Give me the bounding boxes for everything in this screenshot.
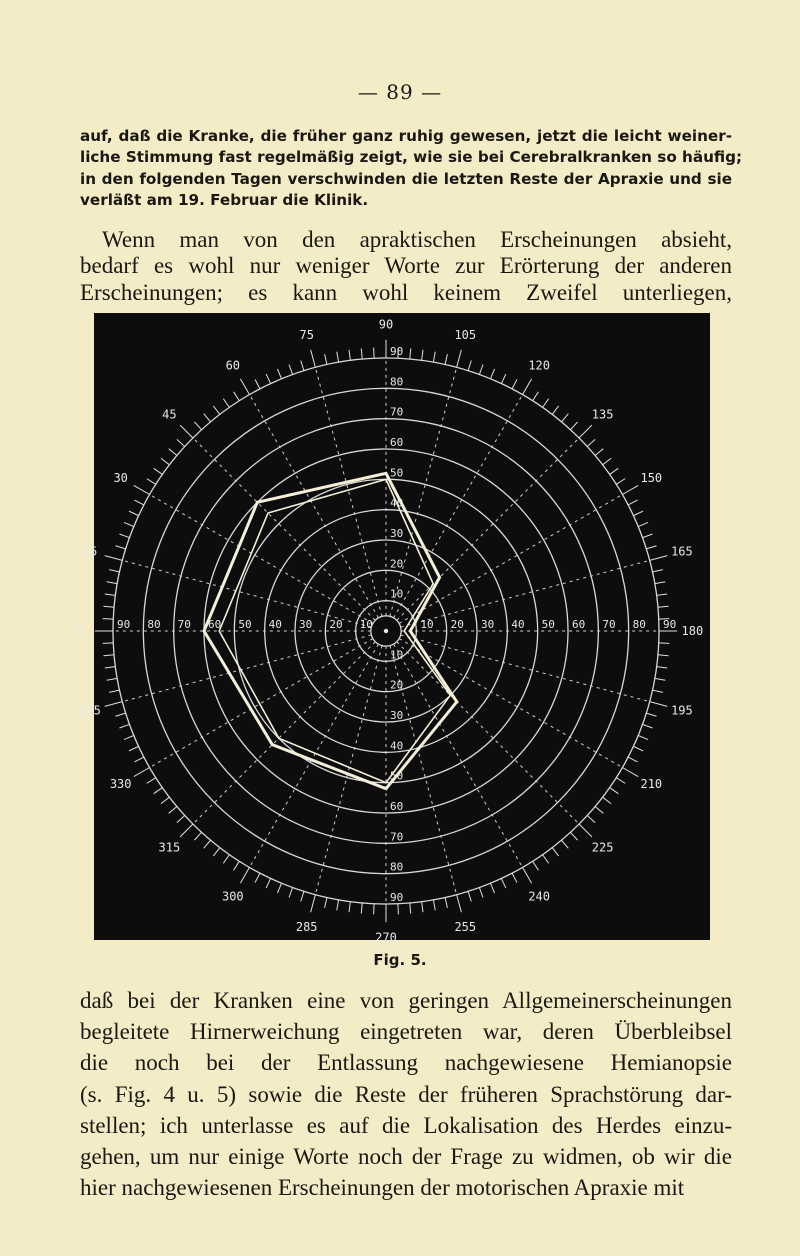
scale-tick <box>311 895 316 913</box>
meridian-line <box>397 438 579 620</box>
ring-label: 70 <box>390 405 404 419</box>
scale-tick <box>154 468 163 474</box>
scale-tick <box>646 546 656 549</box>
scale-tick <box>610 468 619 474</box>
ring-label: 50 <box>390 466 404 480</box>
scale-tick <box>543 855 549 864</box>
scale-tick <box>603 458 611 464</box>
scale-tick <box>533 392 539 401</box>
angle-label: 120 <box>528 358 551 373</box>
meridian-line <box>399 639 622 768</box>
ring-label: 30 <box>481 618 495 631</box>
scale-tick <box>658 655 669 656</box>
ring-label: 20 <box>329 618 343 631</box>
scale-tick <box>161 797 169 803</box>
ring-label: 90 <box>390 345 404 358</box>
ring-label: 70 <box>390 830 404 844</box>
scale-tick <box>325 354 327 364</box>
scale-tick <box>410 348 411 359</box>
ring-label: 40 <box>268 618 282 631</box>
text-line: stellen; ich unterlasse es auf die Lokalisation des Herdes einzu- <box>80 1112 732 1138</box>
visual-field-perimeter-chart <box>76 313 710 945</box>
angle-label: 45 <box>162 407 177 422</box>
ring-label: 60 <box>208 618 222 631</box>
scale-tick <box>234 392 240 401</box>
meridian-line <box>397 642 579 824</box>
scale-tick <box>650 556 668 561</box>
scale-tick <box>105 667 116 668</box>
scale-tick <box>587 439 595 446</box>
angle-label: 240 <box>528 889 551 904</box>
fixation-point <box>384 629 388 633</box>
text-line: Wenn man von den apraktischen Erscheinungen absieht, <box>102 227 732 252</box>
scale-tick <box>410 903 411 914</box>
text-line: Erscheinungen; es kann wohl keinem Zweifel unterliegen, <box>80 279 732 305</box>
ring-label: 40 <box>390 739 404 753</box>
ring-label: 20 <box>450 618 464 631</box>
ring-label: 80 <box>632 618 646 631</box>
scale-tick <box>105 594 116 595</box>
scale-tick <box>213 848 219 856</box>
scale-tick <box>579 425 592 438</box>
body-paragraph-1 <box>80 227 732 306</box>
scale-tick <box>633 746 643 750</box>
scale-tick <box>154 788 163 794</box>
scale-tick <box>255 873 260 882</box>
scale-tick <box>223 399 229 408</box>
scale-tick <box>646 713 656 716</box>
scale-tick <box>650 702 668 707</box>
scale-tick <box>147 479 156 485</box>
scale-tick <box>277 883 281 893</box>
scale-tick <box>134 768 150 777</box>
ring-label: 80 <box>147 618 161 631</box>
scale-tick <box>552 406 558 414</box>
text-line: in den folgenden Tagen verschwinden die letzten Reste der Apraxie und sie <box>80 169 732 188</box>
scale-tick <box>655 678 665 680</box>
scale-tick <box>119 724 129 728</box>
scale-tick <box>622 485 638 494</box>
scale-tick <box>107 678 117 680</box>
scale-tick <box>433 900 435 910</box>
ring-label: 60 <box>572 618 586 631</box>
text-line: verläßt am 19. Februar die Klinik. <box>80 191 369 210</box>
scale-tick <box>311 350 316 368</box>
scale-tick <box>213 406 219 414</box>
angle-label: 180 <box>681 624 704 638</box>
angle-label: 135 <box>591 407 614 422</box>
scale-tick <box>177 815 185 822</box>
meridian-line <box>193 642 375 824</box>
scale-tick <box>180 425 193 438</box>
scale-tick <box>490 883 494 893</box>
meridian-line <box>399 495 622 624</box>
scale-tick <box>194 832 201 840</box>
ring-label: 10 <box>359 618 373 631</box>
ring-label: 90 <box>390 891 404 904</box>
scale-tick <box>289 888 293 898</box>
scale-tick <box>512 873 517 882</box>
scale-tick <box>234 861 240 870</box>
scale-tick <box>628 757 637 762</box>
scale-tick <box>116 546 126 549</box>
angle-label: 75 <box>299 328 314 343</box>
meridian-line <box>394 395 523 618</box>
scale-tick <box>301 891 304 901</box>
scale-tick <box>468 891 471 901</box>
angle-label: 300 <box>221 889 244 904</box>
ring-label: 20 <box>390 678 404 692</box>
scale-tick <box>119 534 129 538</box>
scale-tick <box>289 364 293 374</box>
scale-tick <box>457 895 462 913</box>
scale-tick <box>301 361 304 371</box>
angle-label: 210 <box>640 777 663 792</box>
scale-tick <box>204 414 211 422</box>
angle-label: 15 <box>82 544 98 559</box>
scale-tick <box>653 570 663 572</box>
scale-tick <box>523 379 532 395</box>
scale-tick <box>337 352 339 362</box>
ring-label: 10 <box>390 648 404 662</box>
scale-tick <box>610 788 619 794</box>
scale-tick <box>603 797 611 803</box>
text-line: gehen, um nur einige Worte noch der Frage zu widmen, ob wir die <box>80 1144 732 1170</box>
scale-tick <box>266 374 270 384</box>
scale-tick <box>134 485 150 494</box>
scale-tick <box>266 878 270 888</box>
scale-tick <box>658 606 669 607</box>
text-line: (s. Fig. 4 u. 5) sowie die Reste der früheren Sprachstörung dar- <box>80 1081 732 1107</box>
scale-tick <box>422 902 423 913</box>
ring-label: 30 <box>390 527 404 540</box>
scale-tick <box>657 594 668 595</box>
angle-label: 225 <box>591 840 614 855</box>
ring-label: 70 <box>177 618 191 631</box>
scale-tick <box>349 902 350 913</box>
scale-tick <box>109 570 119 572</box>
scale-tick <box>512 379 517 388</box>
text-line: die noch bei der Entlassung nachgewiesene Hemianopsie <box>80 1050 732 1076</box>
angle-label: 60 <box>225 358 241 373</box>
meridian-line <box>150 495 373 624</box>
scale-tick <box>361 348 362 359</box>
ring-label: 40 <box>511 618 525 631</box>
scale-tick <box>633 511 643 515</box>
scale-tick <box>240 867 249 883</box>
scale-tick <box>109 690 119 692</box>
scale-tick <box>124 522 134 526</box>
text-line: daß bei der Kranken eine von geringen Allgemeinerscheinungen <box>80 988 732 1013</box>
angle-label: 105 <box>454 328 477 343</box>
scale-tick <box>543 399 549 408</box>
ring-label: 50 <box>541 618 555 631</box>
meridian-line <box>250 644 379 867</box>
text-line: auf, daß die Kranke, die früher ganz ruhig gewesen, jetzt die leicht weiner- <box>80 127 732 145</box>
angle-label: 270 <box>375 930 397 945</box>
text-line: begleitete Hirnerweichung eingetreten war, deren Überbleibsel <box>80 1019 732 1045</box>
scale-tick <box>533 861 539 870</box>
angle-label: 255 <box>454 919 477 934</box>
scale-tick <box>107 582 117 584</box>
ring-label: 60 <box>390 800 404 813</box>
perimeter-svg <box>76 313 710 945</box>
angle-label: 315 <box>158 840 181 855</box>
angle-label: 0 <box>76 624 84 638</box>
scale-tick <box>643 534 653 538</box>
scale-tick <box>277 369 281 379</box>
scale-tick <box>445 898 447 908</box>
ring-label: 70 <box>602 618 616 631</box>
ring-label: 80 <box>390 375 404 389</box>
scale-tick <box>169 806 177 813</box>
angle-label: 165 <box>671 544 693 559</box>
scale-tick <box>240 379 249 395</box>
scale-tick <box>628 500 637 505</box>
scale-tick <box>523 867 532 883</box>
scale-tick <box>124 735 134 739</box>
scale-tick <box>129 746 139 750</box>
scale-tick <box>595 806 603 813</box>
ring-label: 80 <box>390 860 404 874</box>
angle-label: 345 <box>79 703 101 718</box>
figure-caption: Fig. 5. <box>373 951 427 969</box>
scale-tick <box>561 840 568 848</box>
scale-tick <box>180 824 193 837</box>
scale-tick <box>653 690 663 692</box>
scale-tick <box>445 354 447 364</box>
scale-tick <box>616 479 625 485</box>
ring-label: 40 <box>390 496 404 510</box>
scale-tick <box>105 702 123 707</box>
scale-tick <box>223 855 229 864</box>
scale-tick <box>616 778 625 784</box>
ring-label: 90 <box>663 618 677 631</box>
scale-tick <box>134 757 143 762</box>
scale-tick <box>552 848 558 856</box>
page-number: — 89 — <box>357 80 443 104</box>
scale-tick <box>643 724 653 728</box>
scale-tick <box>570 422 577 430</box>
scale-tick <box>468 361 471 371</box>
scale-tick <box>433 352 435 362</box>
scale-tick <box>169 449 177 456</box>
scale-tick <box>655 582 665 584</box>
angle-label: 90 <box>378 317 394 332</box>
text-line: hier nachgewiesenen Erscheinungen der motorischen Apraxie mit <box>80 1175 685 1201</box>
scale-tick <box>638 522 648 526</box>
scale-tick <box>579 824 592 837</box>
angle-label: 30 <box>113 470 128 485</box>
text-line: bedarf es wohl nur weniger Worte zur Erörterung der anderen <box>80 253 732 279</box>
scale-tick <box>134 500 143 505</box>
scale-tick <box>479 888 483 898</box>
scale-tick <box>337 900 339 910</box>
ring-label: 10 <box>390 587 404 601</box>
scale-tick <box>638 735 648 739</box>
scale-tick <box>479 364 483 374</box>
scale-tick <box>422 350 423 361</box>
ring-label: 50 <box>238 618 252 631</box>
ring-label: 20 <box>390 557 404 571</box>
meridian-line <box>250 395 379 618</box>
ring-label: 30 <box>299 618 313 631</box>
scale-tick <box>361 903 362 914</box>
meridian-line <box>150 639 373 768</box>
scale-tick <box>587 815 595 822</box>
angle-label: 195 <box>671 703 693 718</box>
scale-tick <box>103 655 114 656</box>
body-paragraph-2 <box>80 985 732 1203</box>
scale-tick <box>595 449 603 456</box>
scale-tick <box>349 350 350 361</box>
scale-tick <box>622 768 638 777</box>
scale-tick <box>457 350 462 368</box>
scale-tick <box>501 878 505 888</box>
scale-tick <box>255 379 260 388</box>
angle-label: 285 <box>295 919 318 934</box>
angle-label: 150 <box>640 470 663 485</box>
intro-paragraph <box>80 126 743 212</box>
ring-label: 50 <box>390 769 404 783</box>
scale-tick <box>501 374 505 384</box>
scale-tick <box>194 422 201 430</box>
scale-tick <box>161 458 169 464</box>
scale-tick <box>657 667 668 668</box>
scale-tick <box>105 556 123 561</box>
ring-label: 30 <box>390 709 404 722</box>
scale-tick <box>147 778 156 784</box>
scale-tick <box>116 713 126 716</box>
scale-tick <box>325 898 327 908</box>
scale-tick <box>490 369 494 379</box>
scale-tick <box>561 414 568 422</box>
scale-tick <box>204 840 211 848</box>
angle-label: 330 <box>109 777 132 792</box>
ring-label: 10 <box>420 618 434 631</box>
scale-tick <box>129 511 139 515</box>
text-line: liche Stimmung fast regelmäßig zeigt, wie sie bei Cerebralkranken so häufig; <box>80 148 743 167</box>
scale-tick <box>570 832 577 840</box>
ring-label: 60 <box>390 436 404 449</box>
ring-label: 90 <box>117 618 131 631</box>
scale-tick <box>177 439 185 446</box>
scale-tick <box>103 606 114 607</box>
